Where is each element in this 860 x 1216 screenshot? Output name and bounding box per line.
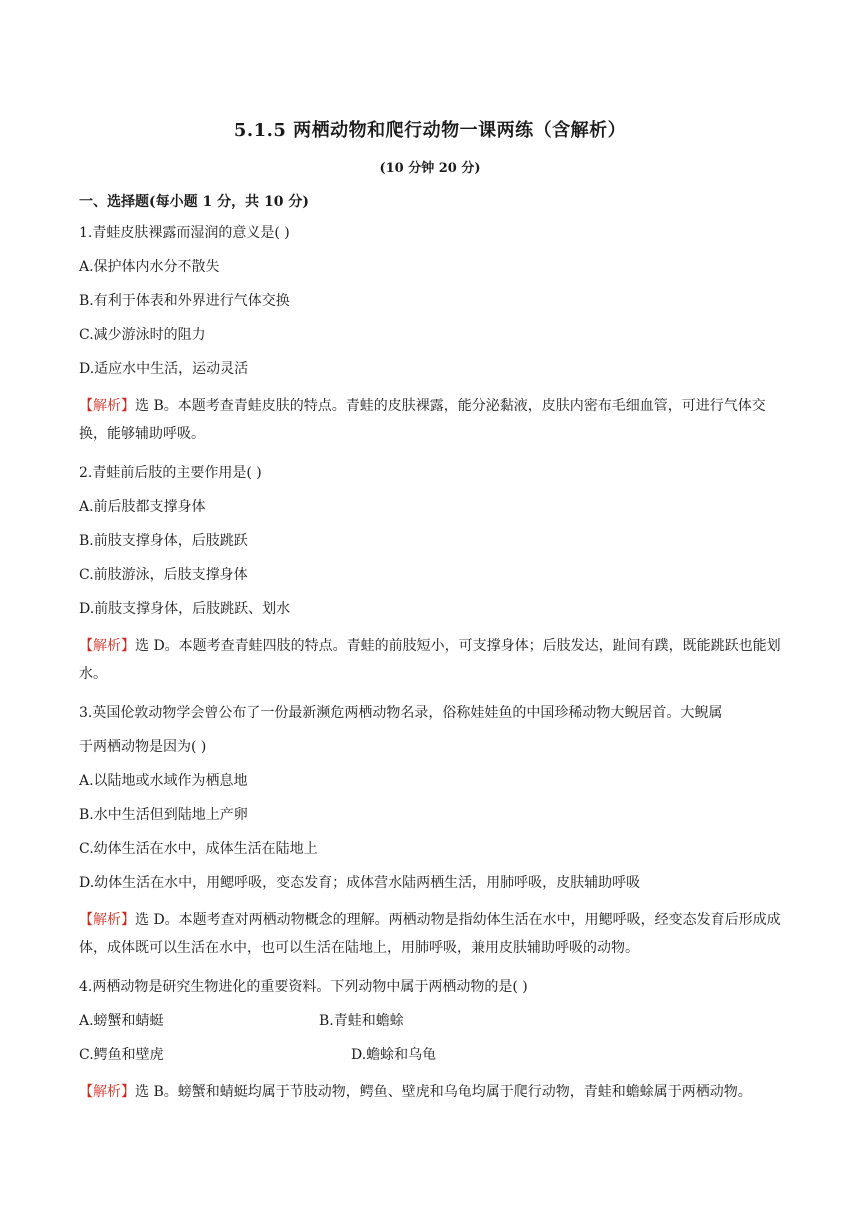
question-stem: 1.青蛙皮肤裸露而湿润的意义是( )	[79, 225, 290, 241]
question-4	[79, 976, 787, 1114]
analysis-text: 选 D。本题考查对两栖动物概念的理解。两栖动物是指幼体生活在水中，用鳃呼吸，经变态发育后形成成体，成体既可以生活在水中，也可以生活在陆地上，用肺呼吸，兼用皮肤辅助呼吸的动物。	[79, 912, 781, 956]
question-3	[79, 702, 787, 976]
option-b: B.水中生活但到陆地上产卵	[79, 807, 248, 823]
analysis-4	[79, 1078, 787, 1114]
option-a: A.保护体内水分不散失	[79, 259, 220, 275]
option-c: C.鳄鱼和壁虎	[79, 1047, 164, 1063]
analysis-text: 选 B。螃蟹和蜻蜓均属于节肢动物，鳄鱼、壁虎和乌龟均属于爬行动物，青蛙和蟾蜍属于两栖动物。	[135, 1084, 752, 1100]
option-d: D.幼体生活在水中，用鳃呼吸，变态发育；成体营水陆两栖生活，用肺呼吸，皮肤辅助呼吸	[79, 875, 641, 891]
options-row-2	[79, 1044, 787, 1078]
analysis-tag: 【解析】	[79, 912, 135, 928]
analysis-tag: 【解析】	[79, 1084, 135, 1100]
analysis-1	[79, 392, 787, 462]
option-d: D.适应水中生活，运动灵活	[79, 361, 249, 377]
option-a: A.前后肢都支撑身体	[79, 499, 206, 515]
option-d: D.前肢支撑身体，后肢跳跃、划水	[79, 601, 291, 617]
option-d: D.蟾蜍和乌龟	[351, 1047, 437, 1063]
section-heading: 一、选择题(每小题 1 分，共 10 分)	[79, 194, 309, 210]
question-list	[79, 222, 787, 1114]
option-c: C.幼体生活在水中，成体生活在陆地上	[79, 841, 318, 857]
page-title: 5.1.5 两栖动物和爬行动物一课两练（含解析）	[233, 120, 627, 141]
question-stem-line-2: 于两栖动物是因为( )	[79, 739, 207, 755]
question-stem: 2.青蛙前后肢的主要作用是( )	[79, 465, 262, 481]
option-c: C.减少游泳时的阻力	[79, 327, 206, 343]
question-stem: 4.两栖动物是研究生物进化的重要资料。下列动物中属于两栖动物的是( )	[79, 979, 528, 995]
options-row-1	[79, 1010, 787, 1044]
question-2	[79, 462, 787, 702]
analysis-tag: 【解析】	[79, 398, 135, 414]
question-1	[79, 222, 787, 462]
analysis-tag: 【解析】	[79, 638, 135, 654]
option-a: A.螃蟹和蜻蜓	[79, 1013, 164, 1029]
analysis-3	[79, 906, 787, 976]
option-b: B.有利于体表和外界进行气体交换	[79, 293, 290, 309]
option-c: C.前肢游泳，后肢支撑身体	[79, 567, 248, 583]
page-subtitle: (10 分钟 20 分)	[379, 161, 481, 176]
analysis-2	[79, 632, 787, 702]
question-stem-line-1: 3.英国伦敦动物学会曾公布了一份最新濒危两栖动物名录，俗称娃娃鱼的中国珍稀动物大鲵居首。大鲵属	[79, 705, 723, 721]
option-b: B.前肢支撑身体，后肢跳跃	[79, 533, 248, 549]
option-a: A.以陆地或水域作为栖息地	[79, 773, 248, 789]
option-b: B.青蛙和蟾蜍	[319, 1013, 404, 1029]
analysis-text: 选 D。本题考查青蛙四肢的特点。青蛙的前肢短小，可支撑身体；后肢发达，趾间有蹼，既能跳跃也能划水。	[79, 638, 781, 682]
analysis-text: 选 B。本题考查青蛙皮肤的特点。青蛙的皮肤裸露，能分泌黏液，皮肤内密布毛细血管，可进行气体交换，能够辅助呼吸。	[79, 398, 766, 442]
